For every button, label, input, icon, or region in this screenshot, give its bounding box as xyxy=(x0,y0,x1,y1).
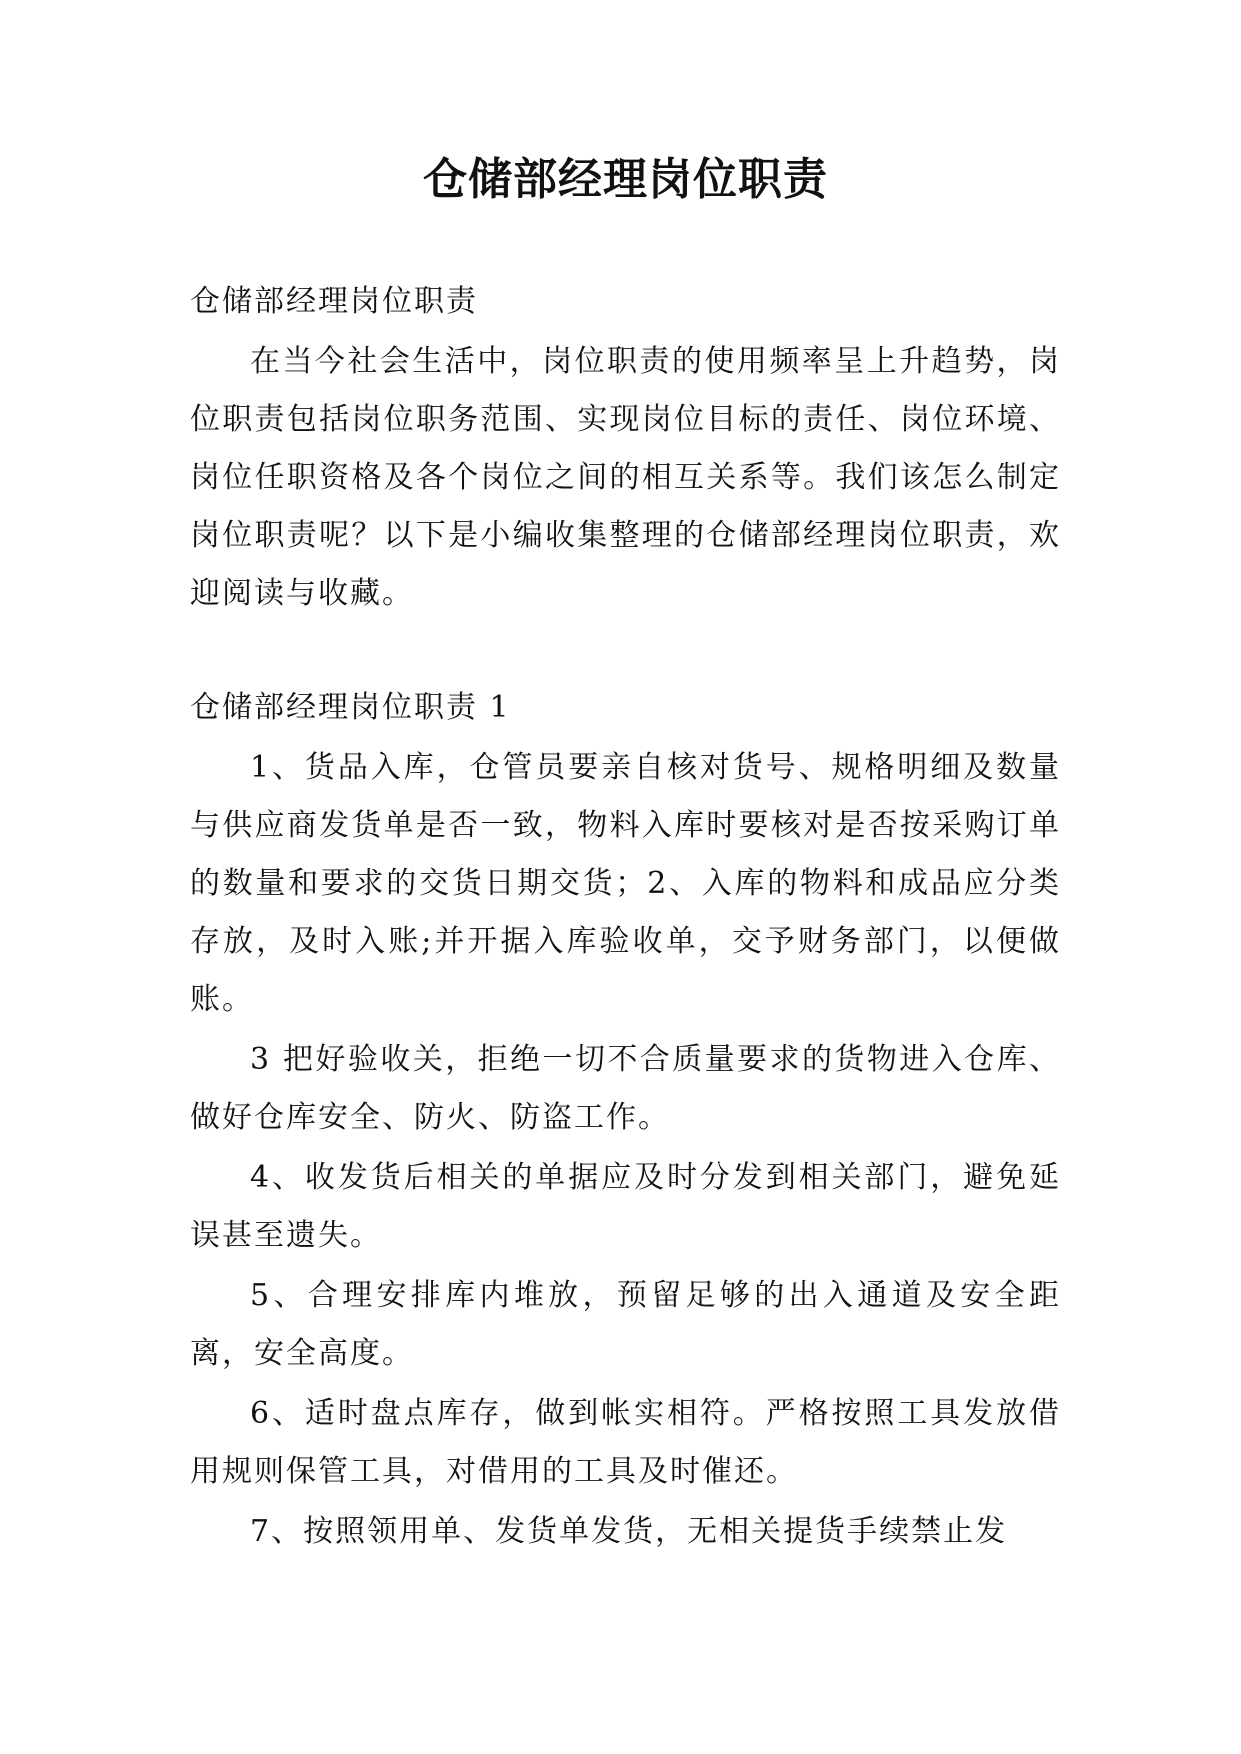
duty-paragraph-7: 7、按照领用单、发货单发货，无相关提货手续禁止发 xyxy=(250,1514,1008,1549)
section-heading: 仓储部经理岗位职责 1 xyxy=(190,690,511,725)
duty-paragraph-3: 3 把好验收关，拒绝一切不合质量要求的货物进入仓库、做好仓库安全、防火、防盗工作。 xyxy=(190,1042,1061,1135)
duty-paragraph-5: 5、合理安排库内堆放，预留足够的出入通道及安全距离，安全高度。 xyxy=(190,1278,1061,1371)
duty-paragraph-1: 1、货品入库，仓管员要亲自核对货号、规格明细及数量与供应商发货单是否一致，物料入库时要核对是否按采购订单的数量和要求的交货日期交货；2、入库的物料和成品应分类存放，及时入账;并开据入库验收单，交予财务部门，以便做账。 xyxy=(190,750,1061,1017)
intro-paragraph: 在当今社会生活中，岗位职责的使用频率呈上升趋势，岗位职责包括岗位职务范围、实现岗位目标的责任、岗位环境、岗位任职资格及各个岗位之间的相互关系等。我们该怎么制定岗位职责呢？以下是小编收集整理的仓储部经理岗位职责，欢迎阅读与收藏。 xyxy=(190,344,1061,611)
document-title: 仓储部经理岗位职责 xyxy=(423,154,828,205)
intro-heading: 仓储部经理岗位职责 xyxy=(190,284,478,319)
duty-paragraph-6: 6、适时盘点库存，做到帐实相符。严格按照工具发放借用规则保管工具，对借用的工具及时催还。 xyxy=(190,1396,1061,1489)
duty-paragraph-4: 4、收发货后相关的单据应及时分发到相关部门，避免延误甚至遗失。 xyxy=(190,1160,1061,1253)
